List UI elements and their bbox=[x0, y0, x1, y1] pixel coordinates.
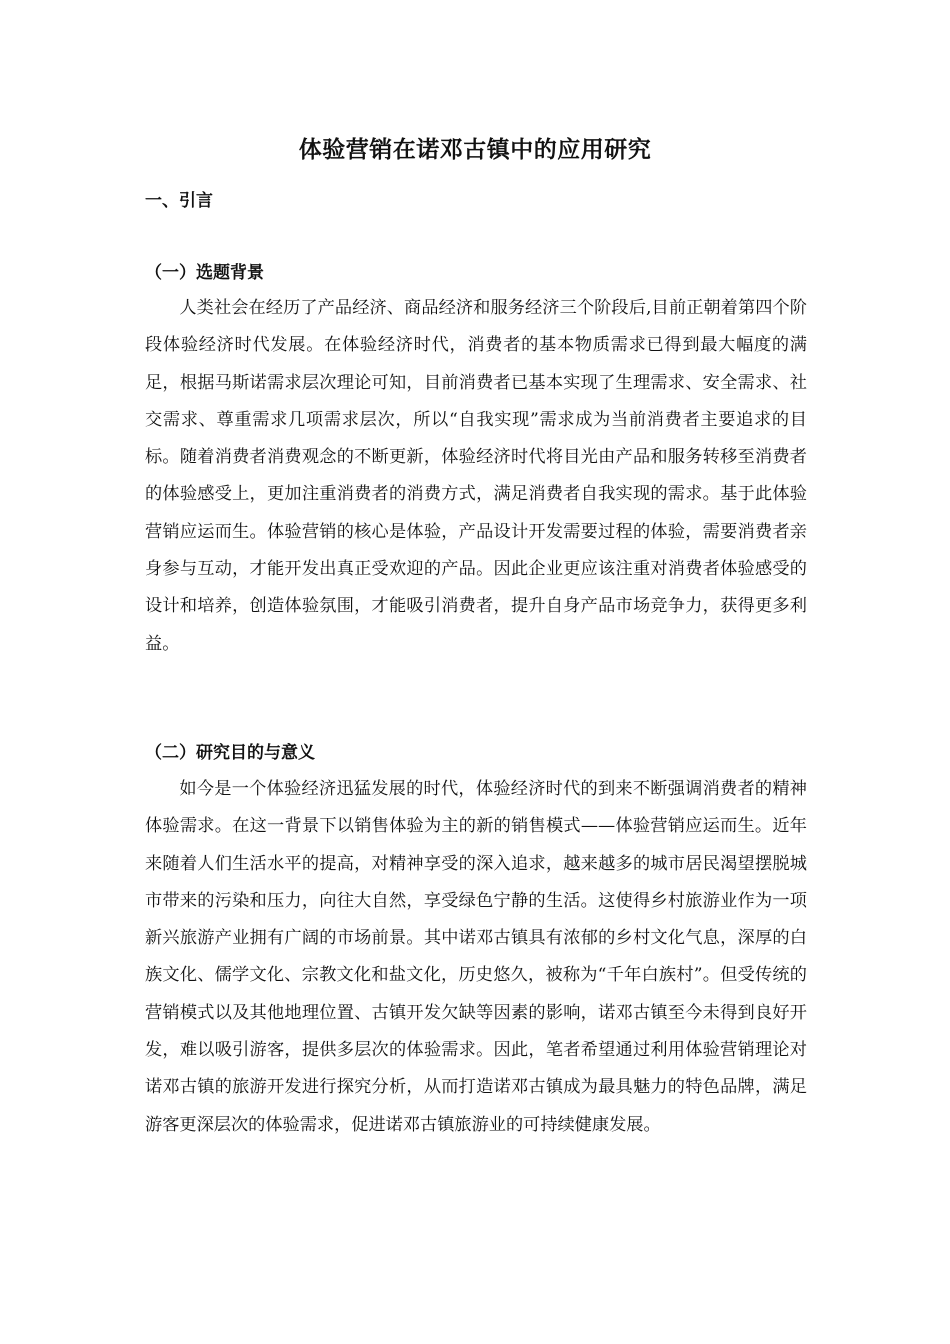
section-heading-introduction: 一、引言 bbox=[145, 191, 213, 211]
paragraph-background: 人类社会在经历了产品经济、商品经济和服务经济三个阶段后,目前正朝着第四个阶段体验经济时代发展。在体验经济时代，消费者的基本物质需求已得到最大幅度的满足，根据马斯诺需求层次理论可知，目前消费者已基本实现了生理需求、安全需求、社交需求、尊重需求几项需求层次，所以“自我实现”需求成为当前消费者主要追求的目标。随着消费者消费观念的不断更新，体验经济时代将目光由产品和服务转移至消费者的体验感受上，更加注重消费者的消费方式，满足消费者自我实现的需求。基于此体验营销应运而生。体验营销的核心是体验，产品设计开发需要过程的体验，需要消费者亲身参与互动，才能开发出真正受欢迎的产品。因此企业更应该注重对消费者体验感受的设计和培养，创造体验氛围，才能吸引消费者，提升自身产品市场竞争力，获得更多利益。 bbox=[145, 298, 807, 654]
subsection-heading-purpose: （二）研究目的与意义 bbox=[145, 743, 315, 763]
subsection-heading-background: （一）选题背景 bbox=[145, 263, 264, 283]
paragraph-purpose: 如今是一个体验经济迅猛发展的时代，体验经济时代的到来不断强调消费者的精神体验需求。在这一背景下以销售体验为主的新的销售模式——体验营销应运而生。近年来随着人们生活水平的提高，对精神享受的深入追求，越来越多的城市居民渴望摆脱城市带来的污染和压力，向往大自然，享受绿色宁静的生活。这使得乡村旅游业作为一项新兴旅游产业拥有广阔的市场前景。其中诺邓古镇具有浓郁的乡村文化气息，深厚的白族文化、儒学文化、宗教文化和盐文化，历史悠久，被称为“千年白族村”。但受传统的营销模式以及其他地理位置、古镇开发欠缺等因素的影响，诺邓古镇至今未得到良好开发，难以吸引游客，提供多层次的体验需求。因此，笔者希望通过利用体验营销理论对诺邓古镇的旅游开发进行探究分析，从而打造诺邓古镇成为最具魅力的特色品牌，满足游客更深层次的体验需求，促进诺邓古镇旅游业的可持续健康发展。 bbox=[145, 779, 807, 1135]
document-title: 体验营销在诺邓古镇中的应用研究 bbox=[298, 137, 652, 163]
